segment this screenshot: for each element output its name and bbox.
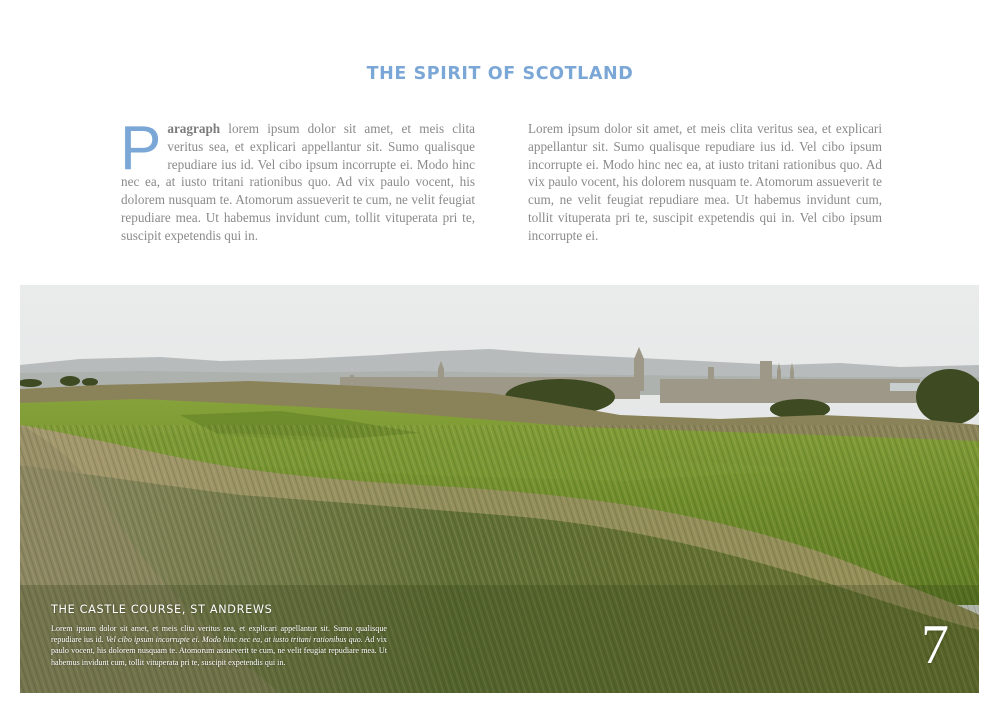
- landscape-photo: [20, 285, 979, 693]
- caption-text: [51, 623, 387, 668]
- body-column-right: [528, 120, 882, 245]
- caption-text-part2: Ad vix paulo vocent, his dolorem nusquam te. Atomorum assueverit te cum, ne velit feugiat repudiare mea. Ut habemus invidunt cum, tollit vituperata pri te, suscipit expetendis qui in.: [51, 635, 387, 667]
- caption-title: THE CASTLE COURSE, ST ANDREWS: [51, 603, 273, 616]
- drop-cap: P: [120, 114, 162, 183]
- body-text-right: Lorem ipsum dolor sit amet, et meis clita veritus sea, et explicari appellantur sit. Sumo qualisque repudiare ius id. Vel cibo ipsum incorrupte ei. Modo hinc nec ea, at iusto tritani rationibus quo. Ad vix paulo vocent, his dolorem nusquam te. Atomorum assueverit te cum, ne velit feugiat repudiare mea. Ut habemus invidunt cum, tollit vituperata pri te, suscipit expetendis qui in. Vel cibo ipsum incorrupte ei.: [528, 121, 882, 243]
- page-title: THE SPIRIT OF SCOTLAND: [366, 64, 634, 84]
- body-text-left: lorem ipsum dolor sit amet, et meis clita veritus sea, et explicari appellantur sit. Sumo qualisque repudiare ius id. Vel cibo ipsum incorrupte ei. Modo hinc nec ea, at iusto tritani rationibus quo. Ad vix paulo vocent, his dolorem nusquam te. Atomorum assueverit te cum, ne velit feugiat repudiare mea. Ut habemus invidunt cum, tollit vituperata pri te, suscipit expetendis qui in.: [121, 121, 475, 243]
- page-number: 7: [921, 614, 949, 676]
- caption-text-italic: Vel cibo ipsum incorrupte ei. Modo hinc nec ea, at iusto tritani rationibus quo.: [105, 635, 363, 645]
- caption-text-part1: Lorem ipsum dolor sit amet, et meis clita veritus sea, et explicari appellantur sit. Sumo qualisque repudiare ius id.: [51, 624, 387, 645]
- lead-word: aragraph: [167, 121, 221, 136]
- body-column-left: [120, 114, 475, 245]
